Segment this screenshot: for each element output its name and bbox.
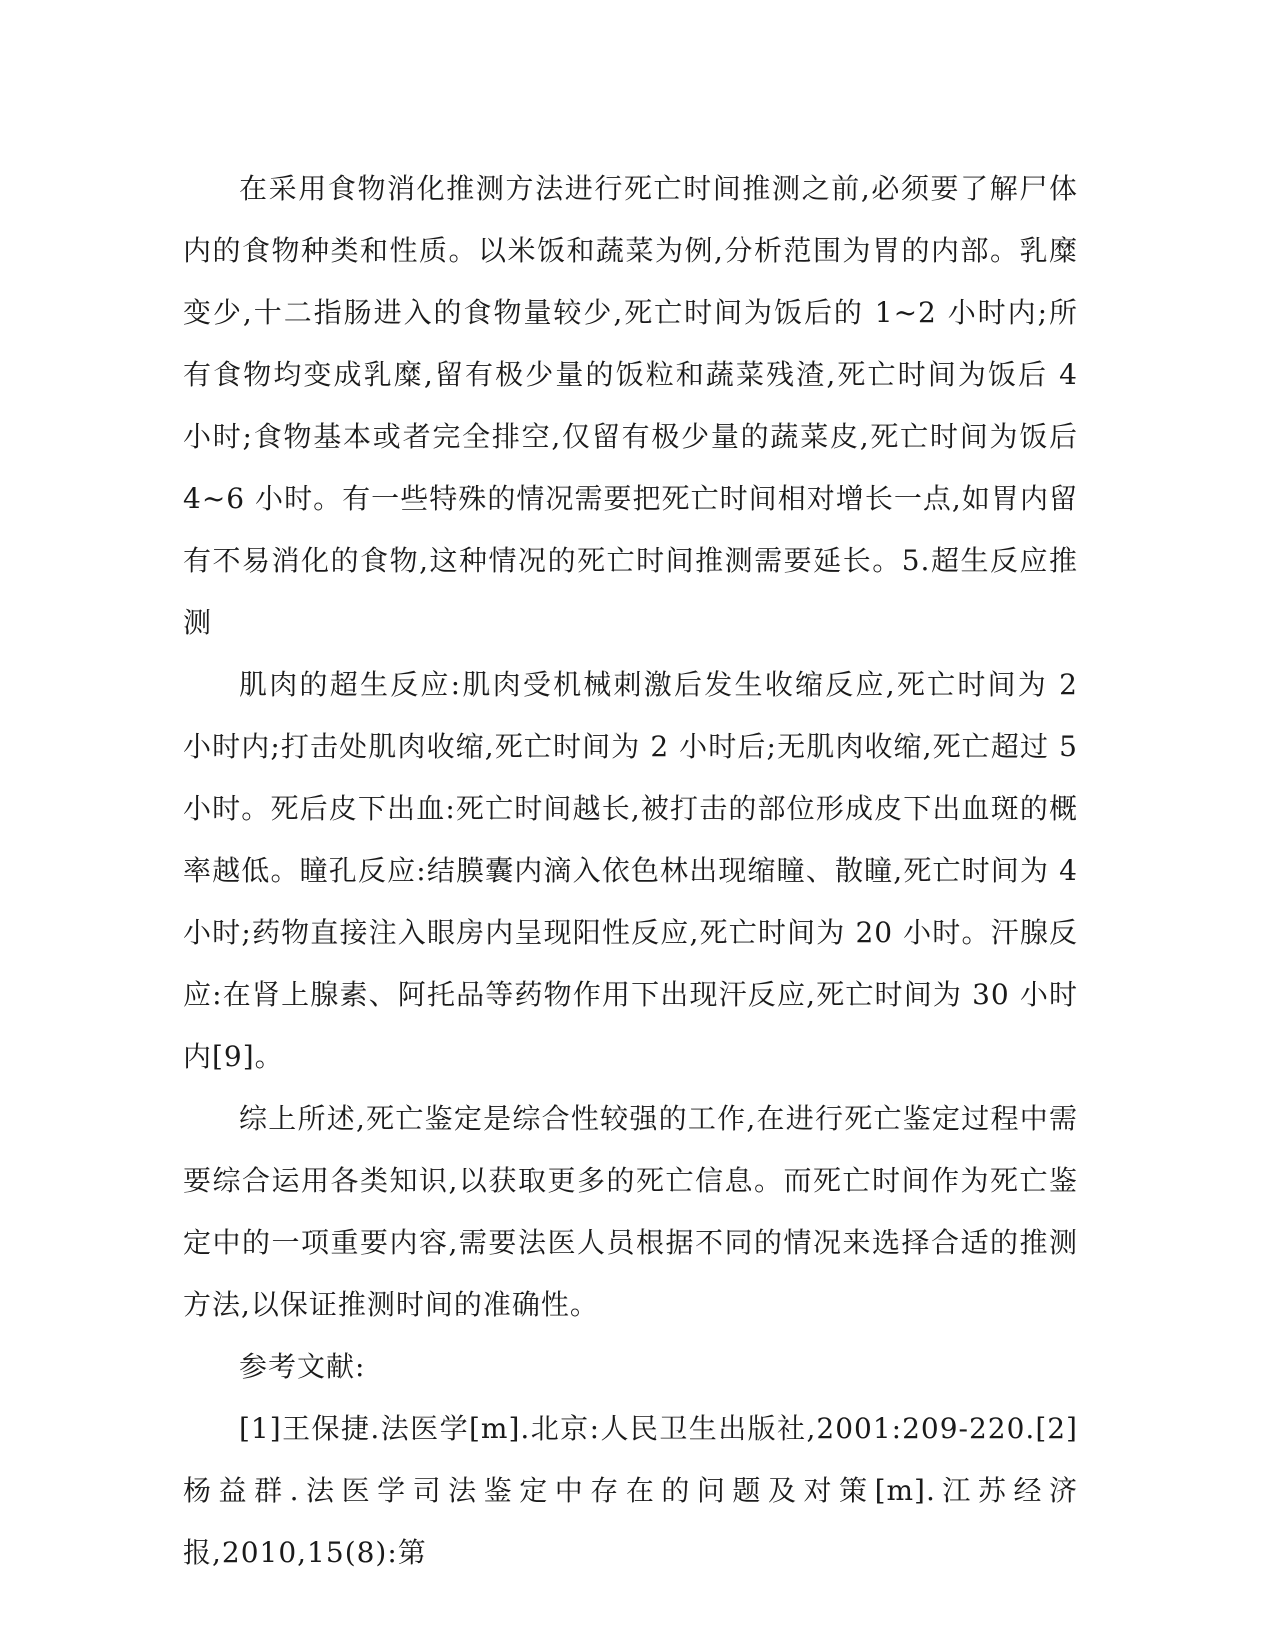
document-body [183,158,1078,1584]
references-heading: 参考文献: [239,1350,366,1383]
paragraph-supravital-reaction: 肌肉的超生反应:肌肉受机械刺激后发生收缩反应,死亡时间为 2 小时内;打击处肌肉收缩,死亡时间为 2 小时后;无肌肉收缩,死亡超过 5 小时。死后皮下出血:死亡时间越长,被打击的部位形成皮下出血斑的概率越低。瞳孔反应:结膜囊内滴入依色林出现缩瞳、散瞳,死亡时间为 4 小时;药物直接注入眼房内呈现阳性反应,死亡时间为 20 小时。汗腺反应:在肾上腺素、阿托品等药物作用下出现汗反应,死亡时间为 30 小时内[9]。 [183,668,1078,1073]
paragraph-food-digestion: 在采用食物消化推测方法进行死亡时间推测之前,必须要了解尸体内的食物种类和性质。以米饭和蔬菜为例,分析范围为胃的内部。乳糜变少,十二指肠进入的食物量较少,死亡时间为饭后的 1~2 小时内;所有食物均变成乳糜,留有极少量的饭粒和蔬菜残渣,死亡时间为饭后 4 小时;食物基本或者完全排空,仅留有极少量的蔬菜皮,死亡时间为饭后 4~6 小时。有一些特殊的情况需要把死亡时间相对增长一点,如胃内留有不易消化的食物,这种情况的死亡时间推测需要延长。5.超生反应推测 [183,172,1078,639]
paragraph-conclusion: 综上所述,死亡鉴定是综合性较强的工作,在进行死亡鉴定过程中需要综合运用各类知识,以获取更多的死亡信息。而死亡时间作为死亡鉴定中的一项重要内容,需要法医人员根据不同的情况来选择合适的推测方法,以保证推测时间的准确性。 [183,1102,1078,1321]
references-list: [1]王保捷.法医学[m].北京:人民卫生出版社,2001:209-220.[2]杨益群.法医学司法鉴定中存在的问题及对策[m].江苏经济报,2010,15(8):第 [183,1412,1078,1569]
